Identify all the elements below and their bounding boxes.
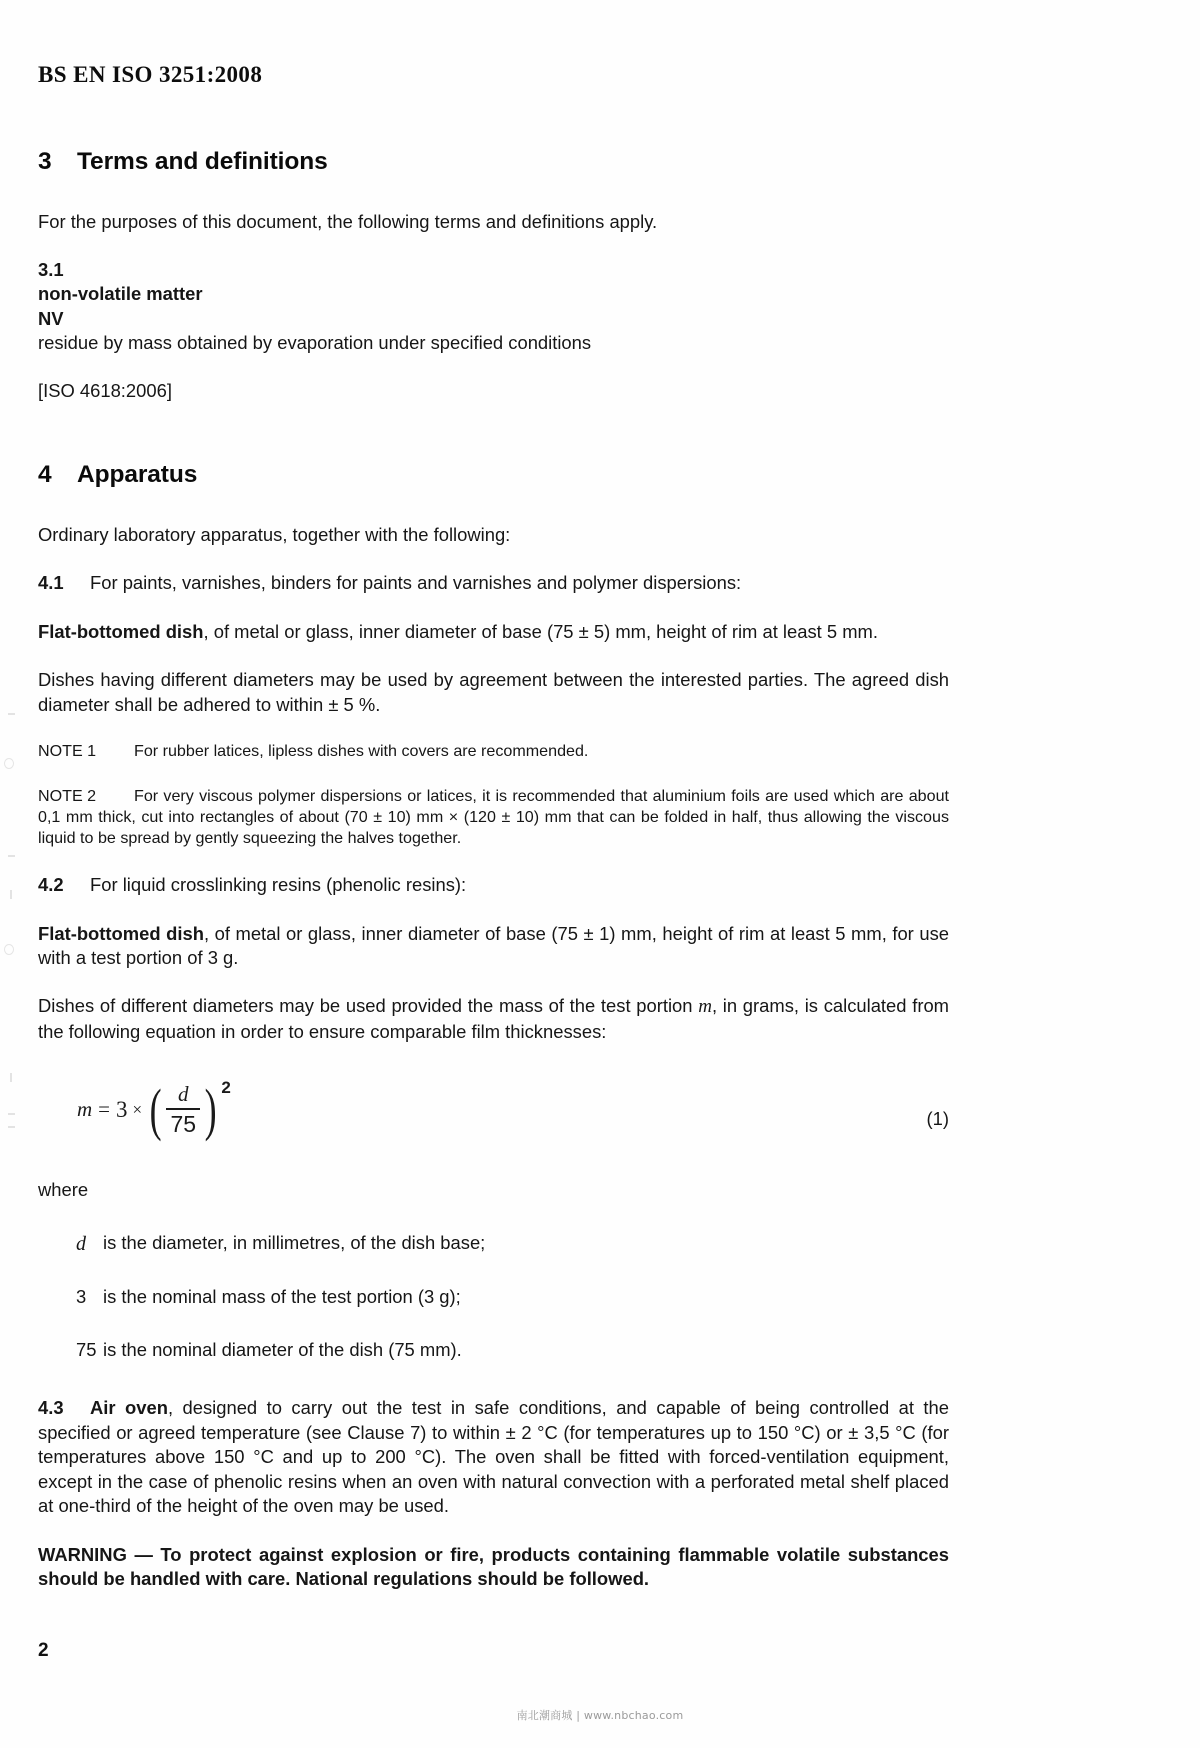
footer-watermark: 南北潮商城 | www.nbchao.com [516,1709,684,1722]
subclause-4-2-lead [38,873,949,897]
term-name: non-volatile matter [38,283,203,305]
where-item-text: is the nominal mass of the test portion (3 g); [103,1286,461,1308]
scan-artifact [4,944,14,955]
note-1-label: NOTE 1 [38,742,97,761]
where-label: where [38,1179,89,1201]
scan-artifact [8,855,15,857]
subclause-4-3-number: 4.3 [38,1397,64,1419]
where-item-text: is the diameter, in millimetres, of the dish base; [103,1231,486,1253]
apparatus-item-4-2-name: Flat-bottomed dish [38,922,204,944]
where-definition-list [38,1231,949,1363]
warning-paragraph [38,1543,949,1592]
where-item-text: is the nominal diameter of the dish (75 mm). [103,1338,462,1360]
subclause-4-3-text: , designed to carry out the test in safe conditions, and capable of being controlled at the specified or agreed temperature (see Clause 7) to within ± 2 °C (for temperatures up to 150 °C) or ± 3,5 °C (for temperatures above 150 °C and up to 200 °C). The oven shall be fitted with forced-ventilation equipment, except in the case of phenolic resins when an oven with natural convection with a perforated metal shelf placed at one-third of the height of the oven may be used. [38,1397,949,1517]
subclause-4-2-paragraph-part-a: Dishes of different diameters may be used provided the mass of the test portion [38,995,699,1017]
subclause-4-1-number: 4.1 [38,572,64,594]
scan-artifact [10,1073,12,1082]
where-item [38,1231,949,1258]
page-content [38,148,949,1591]
heading-clause-4 [38,461,949,489]
where-item-symbol: d [76,1232,86,1255]
where-item-symbol: 75 [76,1338,97,1360]
equation-1-row [38,1078,949,1162]
apparatus-item-4-2 [38,922,949,971]
warning-text: To protect against explosion or fire, products containing flammable volatile substances should be handled with care. National regulations should be followed. [38,1543,949,1589]
subclause-4-3 [38,1396,949,1518]
apparatus-item-4-1-name: Flat-bottomed dish [38,620,204,642]
scan-artifact [10,890,12,899]
subclause-4-2-paragraph [38,994,949,1044]
equation-numerator: d [177,1082,189,1107]
note-1-text: For rubber latices, lipless dishes with covers are recommended. [134,742,589,761]
note-2 [38,786,949,849]
warning-label: WARNING — [38,1543,161,1565]
heading-clause-3 [38,148,949,176]
scan-artifact [8,713,15,715]
scan-artifact [8,1113,15,1115]
subclause-4-2-number: 4.2 [38,874,64,896]
term-source-reference: [ISO 4618:2006] [38,379,172,401]
where-item [38,1285,949,1309]
heading-clause-3-number: 3 [38,148,52,175]
equation-lhs: m [77,1097,93,1122]
heading-clause-4-title: Apparatus [77,461,198,488]
equation-equals-sign: = [98,1097,111,1122]
term-entry-3-1 [38,258,949,354]
subclause-4-1-paragraph: Dishes having different diameters may be used by agreement between the interested parties. The agreed dish diameter shall be adhered to within ± 5 %. [38,669,949,715]
heading-clause-3-title: Terms and definitions [77,148,328,175]
scan-artifact [4,758,14,769]
equation-coefficient: 3 [116,1096,128,1122]
clause-3-intro: For the purposes of this document, the following terms and definitions apply. [38,211,658,232]
equation-left-paren: ( [149,1076,162,1142]
page-number: 2 [38,1640,49,1661]
note-1 [38,741,949,762]
apparatus-item-4-1-description: , of metal or glass, inner diameter of base (75 ± 5) mm, height of rim at least 5 mm. [203,620,878,642]
heading-clause-4-number: 4 [38,461,52,488]
where-item-symbol: 3 [76,1286,87,1308]
scan-artifact [8,1126,15,1128]
clause-4-intro: Ordinary laboratory apparatus, together with the following: [38,524,511,545]
subclause-4-1-lead [38,571,949,595]
subclause-4-2-paragraph-part-b: , in grams, is calculated from the following equation in order to ensure comparable film thicknesses: [38,995,949,1042]
apparatus-item-4-2-description: , of metal or glass, inner diameter of base (75 ± 1) mm, height of rim at least 5 mm, for use with a test portion of 3 g. [38,922,950,968]
subclause-4-1-lead-text: For paints, varnishes, binders for paints and varnishes and polymer dispersions: [90,572,742,594]
subclause-4-2-lead-text: For liquid crosslinking resins (phenolic resins): [90,874,467,896]
term-definition: residue by mass obtained by evaporation under specified conditions [38,331,592,353]
running-header-standard-ref: BS EN ISO 3251:2008 [38,62,263,87]
equation-exponent: 2 [221,1078,231,1098]
where-item [38,1338,949,1362]
term-number: 3.1 [38,259,64,281]
apparatus-item-4-3-name: Air oven [90,1397,168,1419]
equation-right-paren: ) [204,1076,217,1142]
inline-variable-m: m [698,996,712,1018]
equation-denominator: 75 [170,1110,197,1137]
apparatus-item-4-1 [38,620,949,644]
note-2-text: For very viscous polymer dispersions or latices, it is recommended that aluminium foils are used which are about 0,1 mm thick, cut into rectangles of about (70 ± 10) mm × (120 ± 10) mm that can be folded in half, thus allowing the viscous liquid to be spread by gently squeezing the halves together. [38,787,949,848]
equation-times-sign: × [132,1099,143,1119]
equation-fraction [166,1082,200,1138]
term-abbreviation: NV [38,307,64,329]
equation-1-number: (1) [926,1108,949,1130]
note-2-label: NOTE 2 [38,787,97,806]
equation-1-formula [77,1076,231,1142]
